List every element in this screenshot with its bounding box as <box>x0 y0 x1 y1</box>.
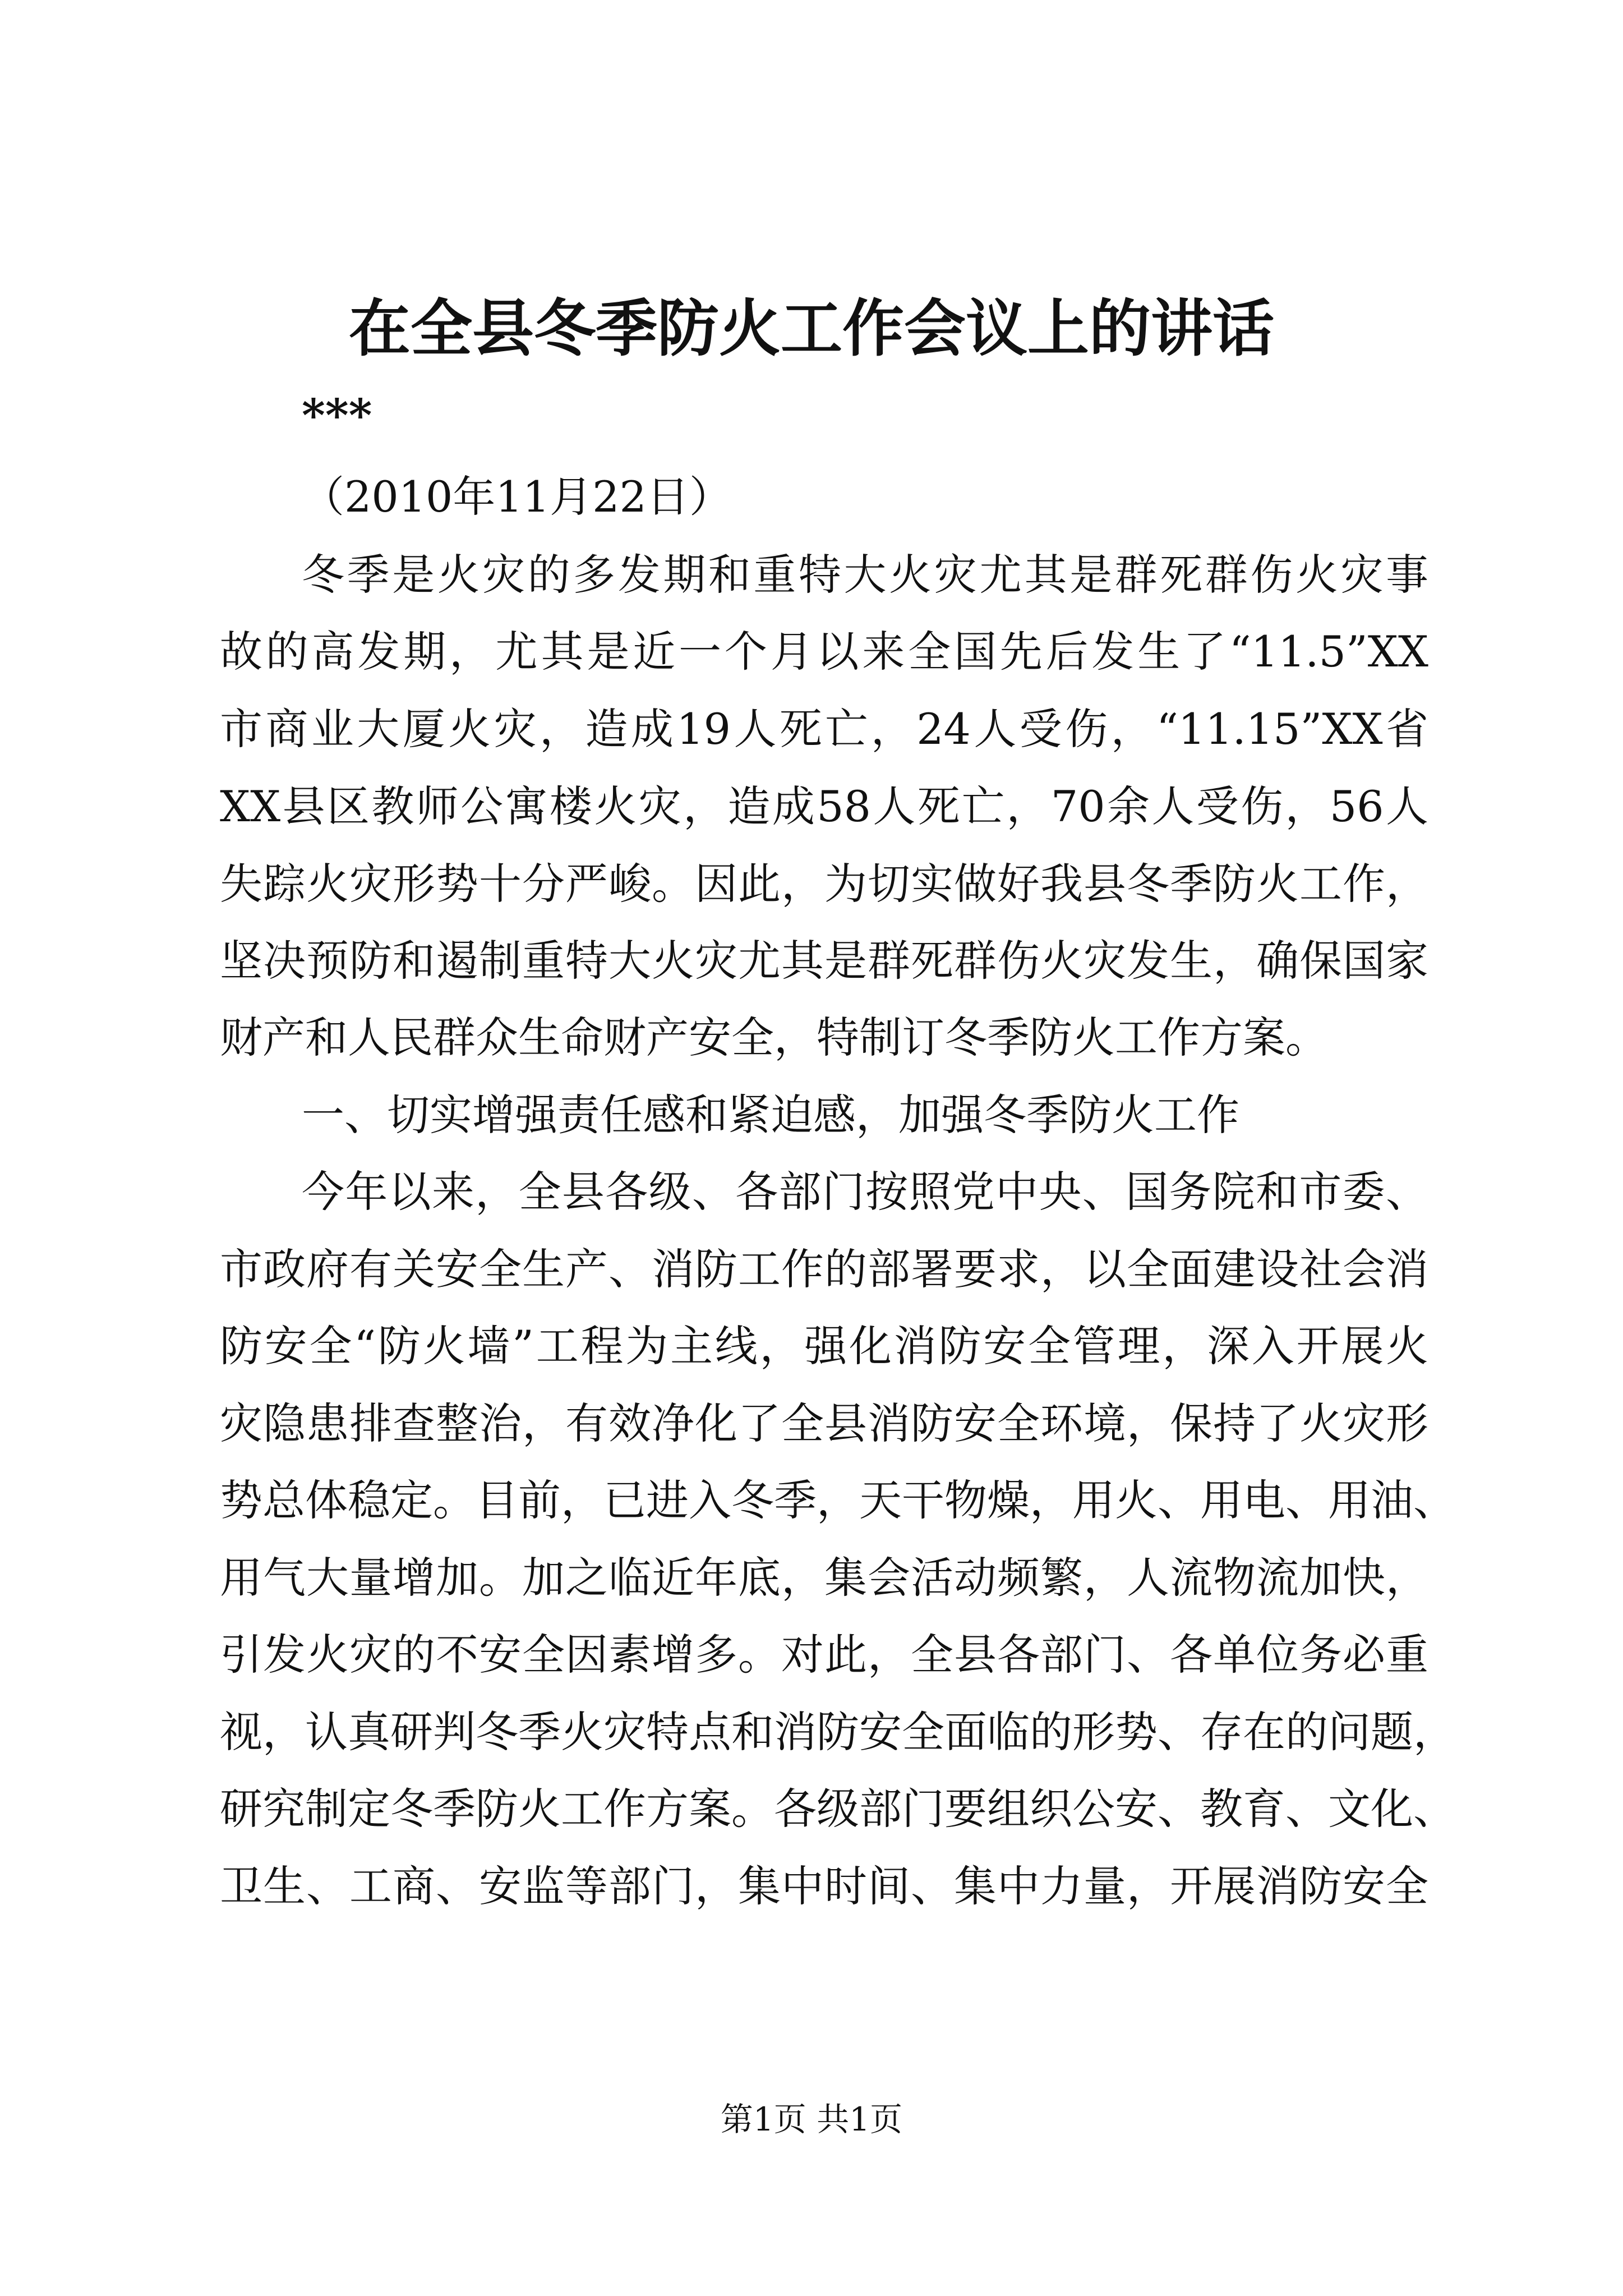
body-line: 用气大量增加。加之临近年底，集会活动频繁，人流物流加快， <box>220 1553 1428 1603</box>
body-line: XX县区教师公寓楼火灾，造成58人死亡，70余人受伤，56人 <box>220 781 1428 831</box>
body-line: 研究制定冬季防火工作方案。各级部门要组织公安、教育、文化、 <box>220 1784 1456 1834</box>
document-date: （2010年11月22日） <box>302 472 732 522</box>
body-line: 引发火灾的不安全因素增多。对此，全县各部门、各单位务必重 <box>220 1630 1428 1680</box>
body-line: 防安全“防火墙”工程为主线，强化消防安全管理，深入开展火 <box>220 1321 1428 1371</box>
body-line: 今年以来，全县各级、各部门按照党中央、国务院和市委、 <box>302 1167 1428 1217</box>
body-line: 坚决预防和遏制重特大火灾尤其是群死群伤火灾发生，确保国家 <box>220 936 1428 986</box>
body-line: 灾隐患排查整治，有效净化了全县消防安全环境，保持了火灾形 <box>220 1398 1428 1448</box>
body-line: 卫生、工商、安监等部门，集中时间、集中力量，开展消防安全 <box>220 1861 1428 1911</box>
body-line: 市商业大厦火灾，造成19人死亡，24人受伤，“11.15”XX省 <box>220 704 1428 754</box>
body-line: 财产和人民群众生命财产安全，特制订冬季防火工作方案。 <box>220 1013 1328 1062</box>
body-line: 市政府有关安全生产、消防工作的部署要求，以全面建设社会消 <box>220 1244 1428 1294</box>
body-line: 冬季是火灾的多发期和重特大火灾尤其是群死群伤火灾事 <box>302 550 1428 600</box>
document-author: *** <box>302 389 372 441</box>
body-line: 视，认真研判冬季火灾特点和消防安全面临的形势、存在的问题， <box>220 1707 1456 1757</box>
section-heading: 一、切实增强责任感和紧迫感，加强冬季防火工作 <box>302 1090 1239 1140</box>
document-title: 在全县冬季防火工作会议上的讲话 <box>349 292 1274 365</box>
body-line: 故的高发期，尤其是近一个月以来全国先后发生了“11.5”XX <box>220 627 1428 677</box>
body-line: 失踪火灾形势十分严峻。因此，为切实做好我县冬季防火工作， <box>220 859 1428 909</box>
page-footer: 第1页 共1页 <box>720 2100 903 2138</box>
body-line: 势总体稳定。目前，已进入冬季，天干物燥，用火、用电、用油、 <box>220 1475 1456 1525</box>
